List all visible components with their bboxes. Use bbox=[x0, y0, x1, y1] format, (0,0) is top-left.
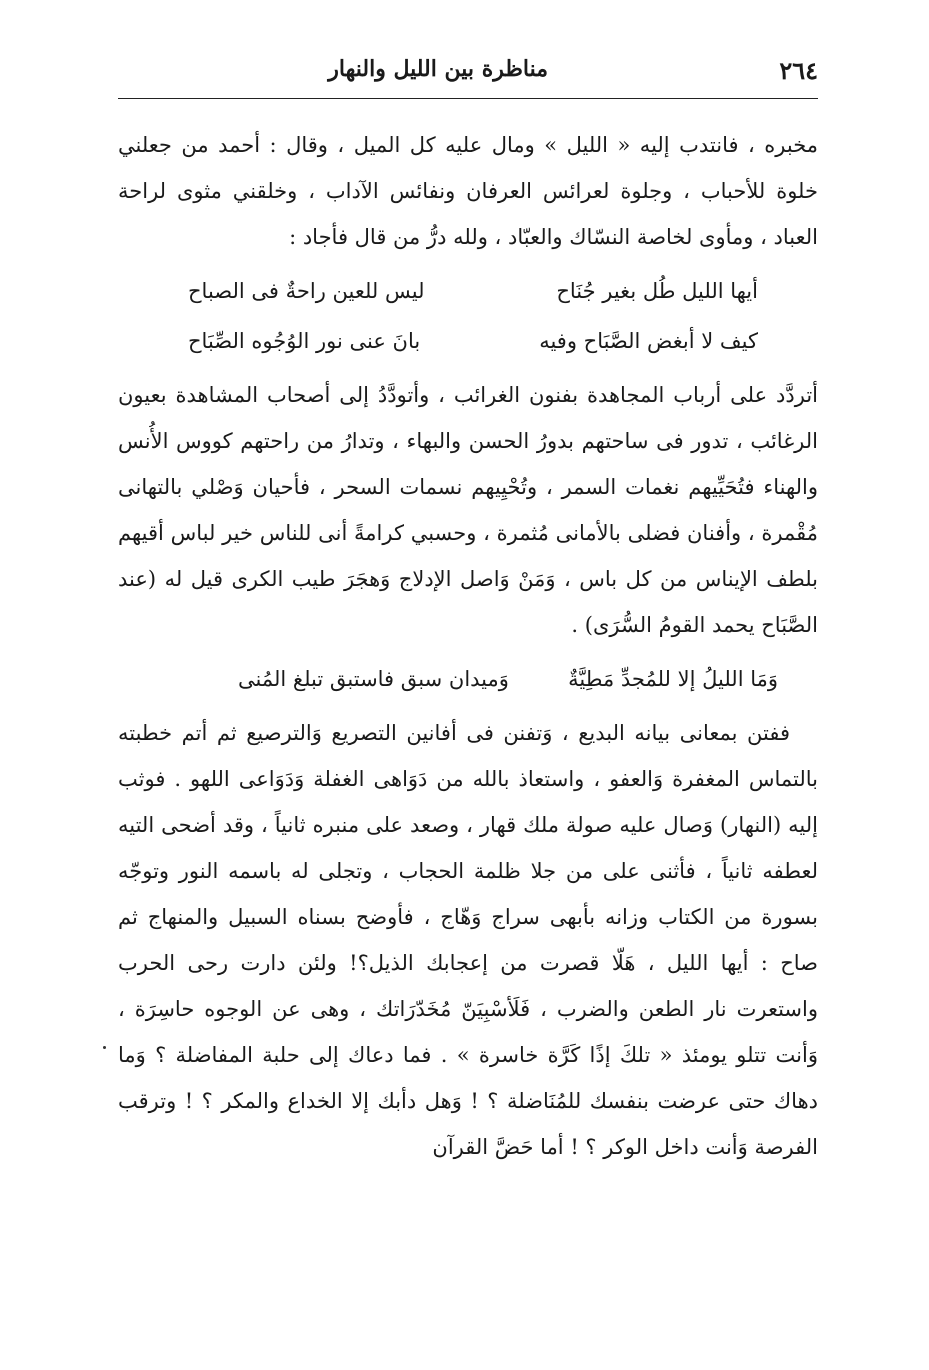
verse-line bbox=[118, 654, 818, 704]
header-rule bbox=[118, 98, 818, 99]
body-text bbox=[118, 122, 818, 1170]
paragraph-night-speech: مخبره ، فانتدب إليه « الليل » ومال عليه كل الميل ، وقال : أحمد من جعلني خلوة للأحباب ، وجلوة لعرائس العرفان ونفائس الآداب ، وخلقني مثوى لراحة العباد ، ومأوى لخاصة النسّاك والعبّاد ، ولله درُّ من قال فأجاد : bbox=[118, 133, 818, 249]
verse-hemistich-second: ليس للعين راحةٌ فى الصباح bbox=[188, 279, 425, 303]
verse-line bbox=[118, 316, 818, 366]
verse-hemistich-first: كيف لا أبغض الصَّبَاح وفيه bbox=[539, 329, 758, 353]
page-header bbox=[118, 50, 818, 94]
verse-hemistich-first: أيها الليل طُل بغير جُنَاح bbox=[556, 279, 758, 303]
verse-hemistich-second: بانَ عنى نور الوُجُوه الصِّبَاح bbox=[188, 329, 421, 353]
paragraph-day-speech: ففتن بمعانى بيانه البديع ، وَتفنن فى أفانين التصريع وَالترصيع ثم أتم خطبته بالتماس المغفرة وَالعفو ، واستعاذ بالله من دَوَاهى الغفلة وَدَوَاعى اللهو . فوثب إليه (النهار) وَصال عليه صولة ملك قهار ، وصعد على منبره ثانياً ، وقد أضحى التيه لعطفه ثانياً ، فأثنى على من جلا ظلمة الحجاب ، وتجلى له باسمه النور وتوجّه بسورة من الكتاب وزانه بأبهى سراج وَهّاج ، فأوضح بسناه السبيل والمنهاج ثم صاح : أيها الليل ، هَلّا قصرت من إعجابك الذيل؟! ولئن دارت رحى الحرب واستعرت نار الطعن والضرب ، فَلَأسْبِيَنّ مُخَدّرَاتك ، وهى عن الوجوه حاسِرَة ، وَأنت تتلو يومئذ « تلكَ إذًا كَرَّة خاسرة » . فما دعاك إلى حلبة المفاضلة ؟ وَما دهاك حتى عرضت بنفسك للمُنَاضلة ؟ ! وَهل دأبك إلا الخداع والمكر ؟ ! وترقب الفرصة وَأنت داخل الوكر ؟ ! أما حَضَّ القرآن bbox=[118, 721, 818, 1159]
page-number: ٢٦٤ bbox=[779, 56, 818, 85]
verse-hemistich-second: وَميدان سبق فاستبق تبلغ المُنى bbox=[238, 667, 509, 691]
verse-hemistich-first: وَمَا الليلُ إلا للمُجدِّ مَطِيَّةٌ bbox=[568, 667, 778, 691]
verse-line bbox=[118, 266, 818, 316]
verse-block bbox=[118, 654, 818, 704]
running-title: مناظرة بين الليل والنهار bbox=[328, 56, 548, 82]
margin-dot bbox=[103, 1046, 106, 1049]
paragraph-night-continued: أتردَّد على أرباب المجاهدة بفنون الغرائب ، وأتودَّدُ إلى أصحاب المشاهدة بعيون الرغائب ، تدور فى ساحتهم بدورُ الحسن والبهاء ، وتدارُ من راحتهم كووس الأُنس والهناء فتُحَيِّيهم نغمات السمر ، وتُحْيِيهم نسمات السحر ، فأحيان وَصْلي بالتهانى مُقْمرة ، وأفنان فضلى بالأمانى مُثمرة ، وحسبي كرامةً أنى للناس خير لباس أقيهم بلطف الإيناس من كل باس ، وَمَنْ وَاصل الإدلاج وَهجَرَ طيب الكرى قيل له (عند الصَّبَاح يحمد القومُ السُّرَى) . bbox=[118, 383, 818, 637]
verse-block bbox=[118, 266, 818, 366]
